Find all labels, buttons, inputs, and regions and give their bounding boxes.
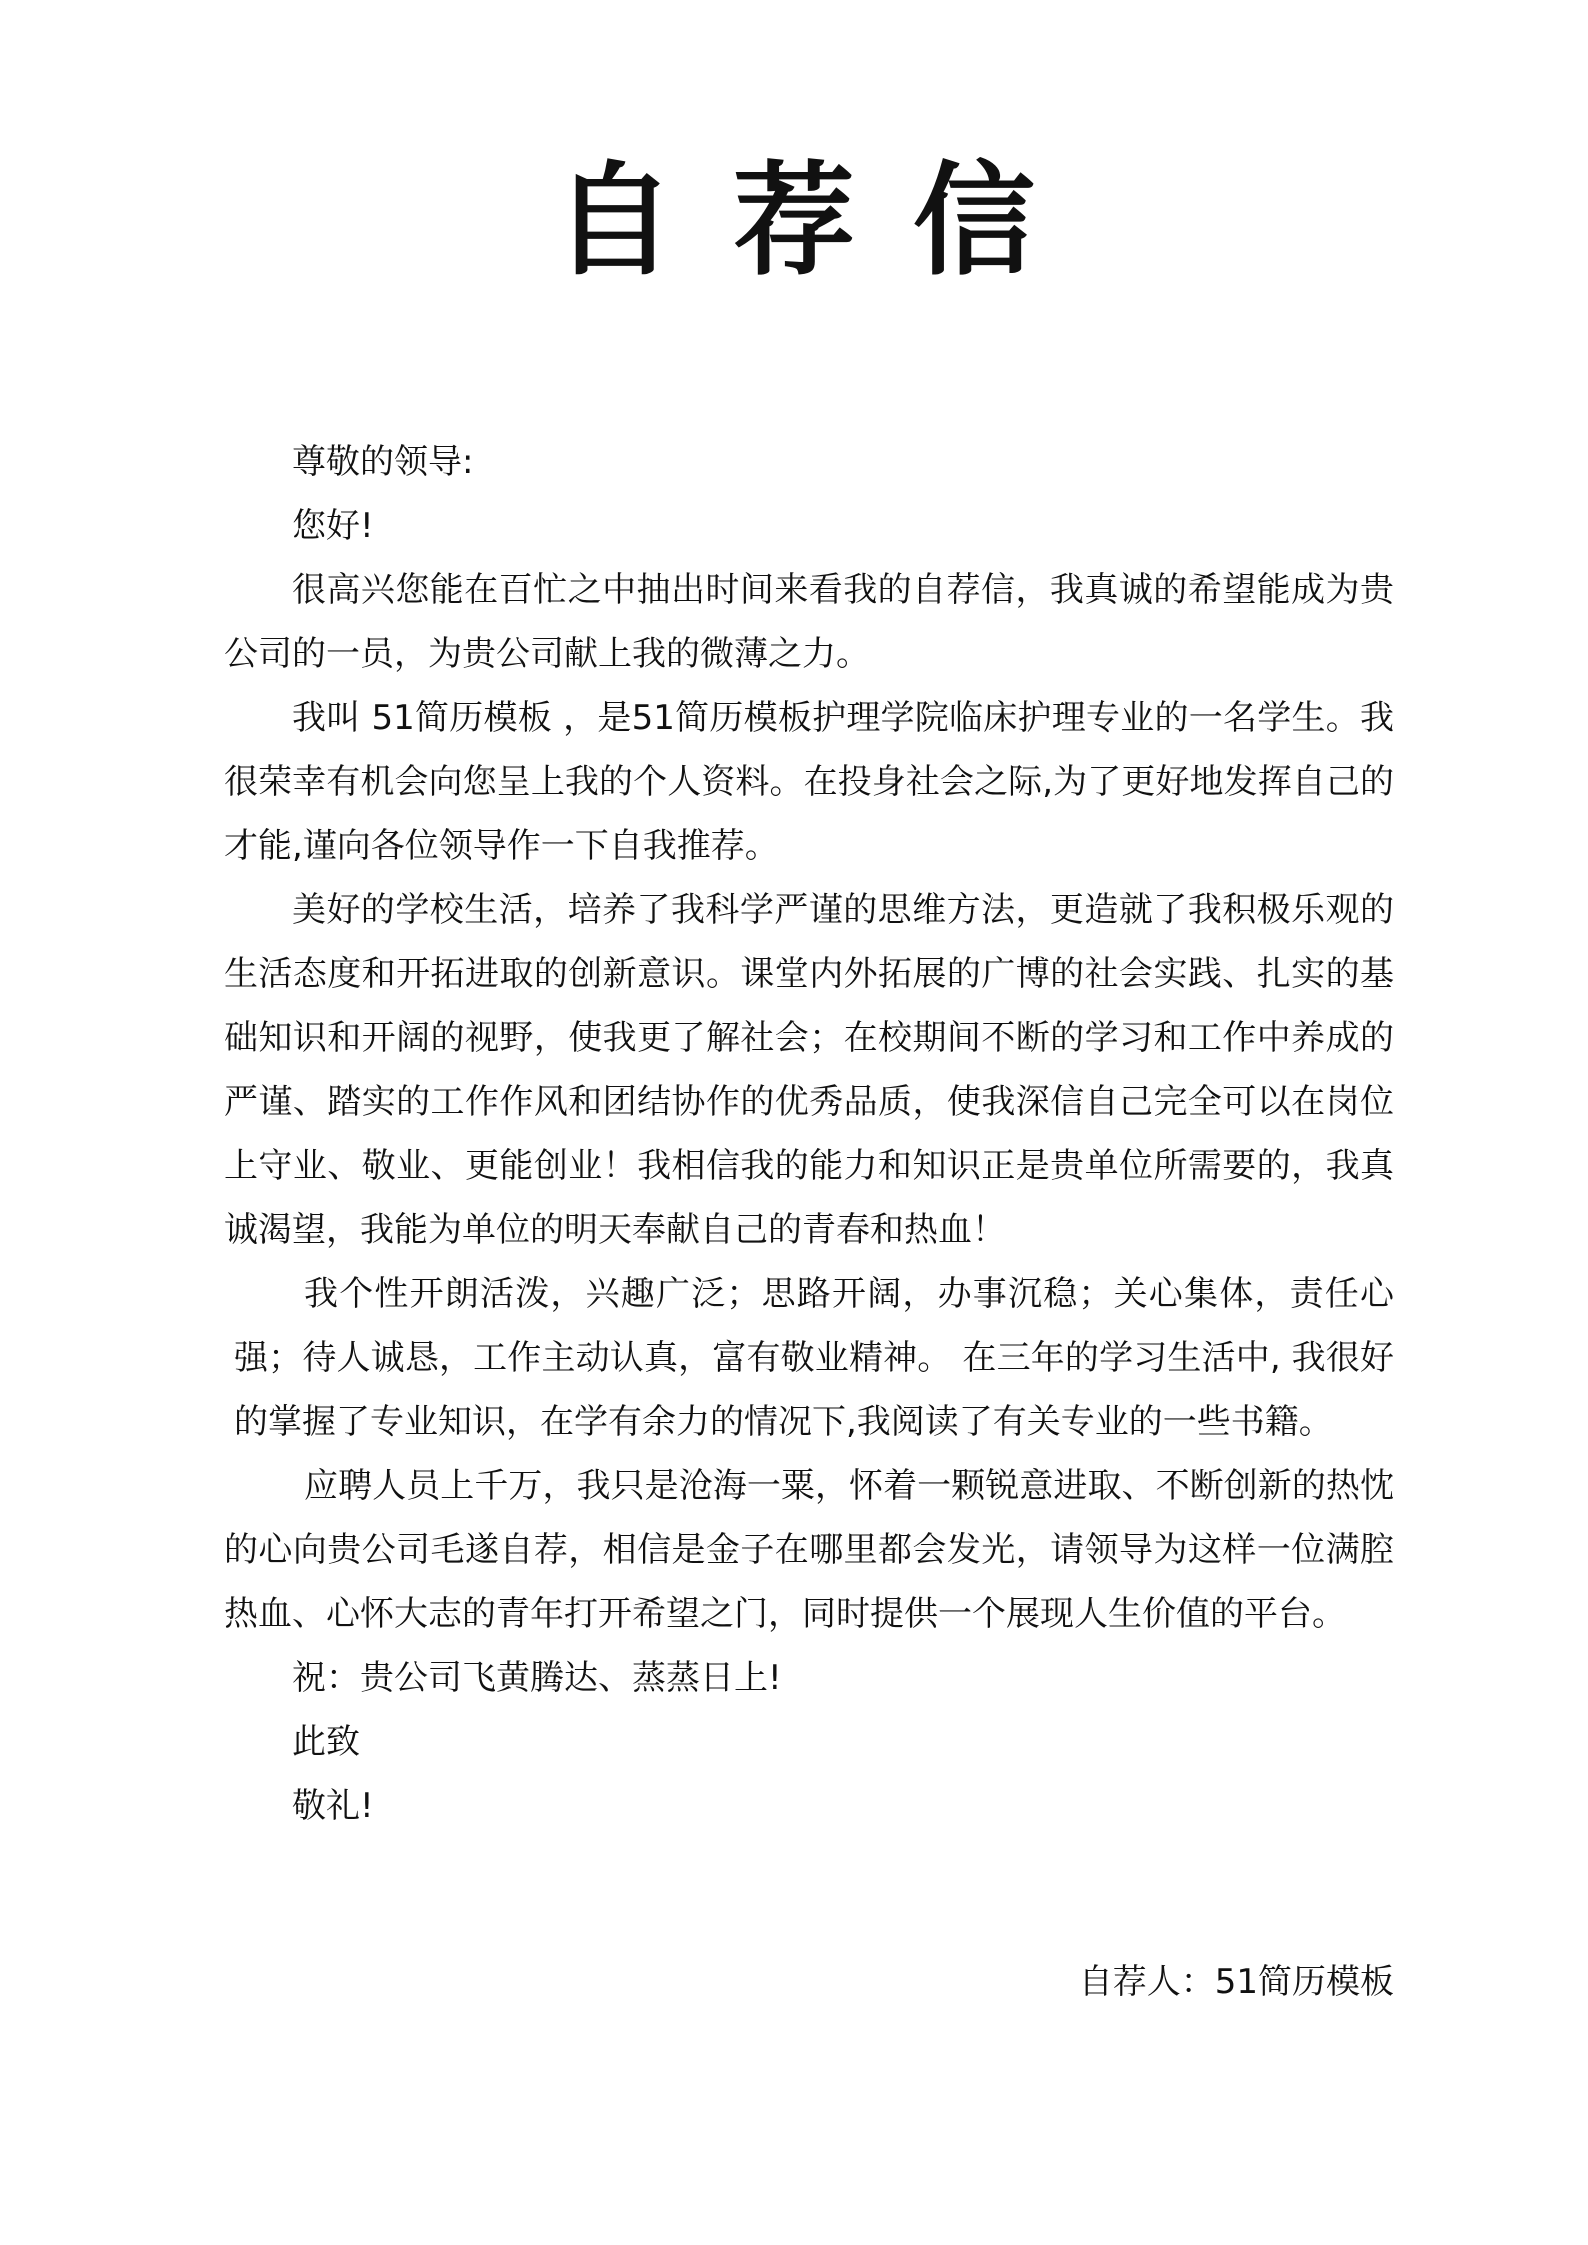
greeting: 您好!: [292, 506, 374, 546]
paragraph-school-life: 美好的学校生活，培养了我科学严谨的思维方法，更造就了我积极乐观的生活态度和开拓进取的创新意识。课堂内外拓展的广博的社会实践、扎实的基础知识和开阔的视野，使我更了解社会；在校期间不断的学习和工作中养成的严谨、踏实的工作作风和团结协作的优秀品质，使我深信自己完全可以在岗位上守业、敬业、更能创业！我相信我的能力和知识正是贵单位所需要的，我真诚渴望，我能为单位的明天奉献自己的青春和热血！: [224, 890, 1394, 1250]
closing-line-1: 此致: [292, 1722, 360, 1762]
letter-body: [224, 430, 1394, 1838]
paragraph-application: 应聘人员上千万，我只是沧海一粟，怀着一颗锐意进取、不断创新的热忱的心向贵公司毛遂自荐，相信是金子在哪里都会发光，请领导为这样一位满腔热血、心怀大志的青年打开希望之门，同时提供一个展现人生价值的平台。: [224, 1466, 1394, 1634]
paragraph-intro: 很高兴您能在百忙之中抽出时间来看我的自荐信，我真诚的希望能成为贵公司的一员，为贵公司献上我的微薄之力。: [224, 570, 1394, 674]
paragraph-self-introduction: 我叫 51简历模板 ，是51简历模板护理学院临床护理专业的一名学生。我很荣幸有机会向您呈上我的个人资料。在投身社会之际,为了更好地发挥自己的才能,谨向各位领导作一下自我推荐。: [224, 698, 1394, 866]
paragraph-personality: 我个性开朗活泼，兴趣广泛；思路开阔，办事沉稳；关心集体，责任心强；待人诚恳，工作主动认真，富有敬业精神。 在三年的学习生活中, 我很好的掌握了专业知识，在学有余力的情况下,我阅读了有关专业的一些书籍。: [234, 1274, 1394, 1442]
salutation: 尊敬的领导:: [292, 442, 474, 482]
page-title: 自荐信: [553, 150, 1093, 292]
wish-line: 祝：贵公司飞黄腾达、蒸蒸日上!: [292, 1658, 782, 1698]
closing-line-2: 敬礼!: [292, 1786, 374, 1826]
signature: 自荐人：51简历模板: [1078, 1962, 1394, 2002]
